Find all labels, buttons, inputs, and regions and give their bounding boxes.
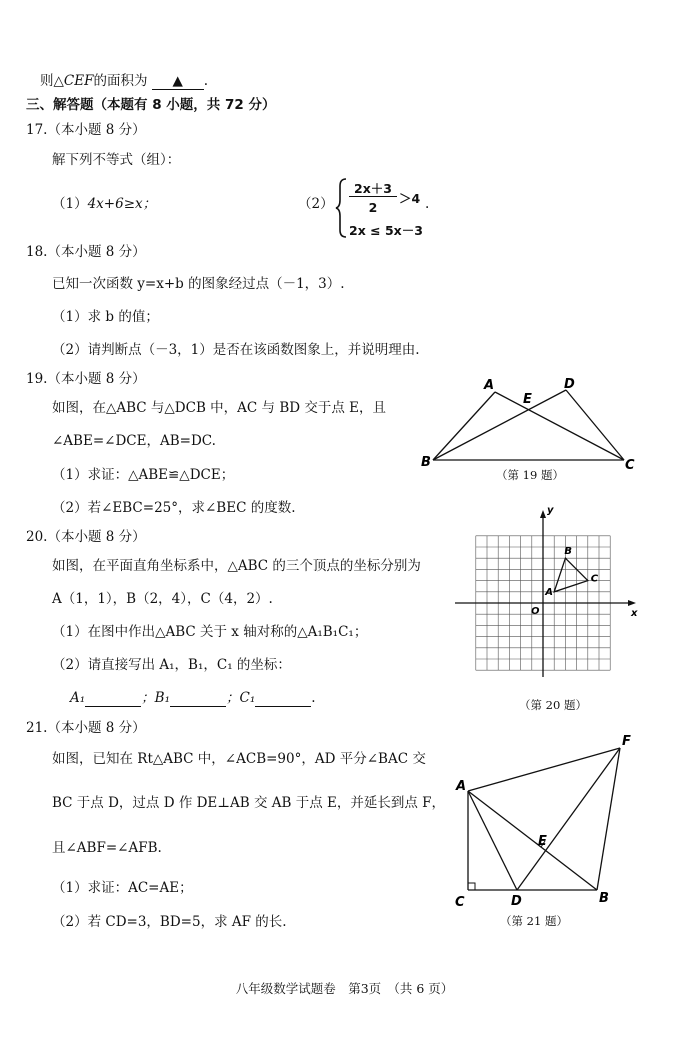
q19-part1: （1）求证：△ABE≌△DCE； xyxy=(52,467,235,483)
q21-stem-2: BC 于点 D，过点 D 作 DE⊥AB 交 AB 于点 E，并延长到点 F， xyxy=(52,795,445,811)
q17-part2-number: （2） xyxy=(298,196,334,212)
system-line-2: 2x ≤ 5x－3 xyxy=(349,223,423,238)
q21-stem-1: 如图，已知在 Rt△ABC 中，∠ACB=90°，AD 平分∠BAC 交 xyxy=(52,751,426,767)
q21-part1: （1）求证：AC=AE； xyxy=(52,880,193,896)
q21-caption: （第 21 题） xyxy=(500,914,568,928)
q20-stem-1: 如图，在平面直角坐标系中，△ABC 的三个顶点的坐标分别为 xyxy=(52,558,421,574)
point-label-c: C xyxy=(590,573,599,585)
q19-part2: （2）若∠EBC=25°，求∠BEC 的度数. xyxy=(52,500,296,516)
q17-part1: （1）4x+6≥x； xyxy=(52,196,157,212)
point-label-c: C xyxy=(455,895,465,910)
q18-stem: 已知一次函数 y=x+b 的图象经过点（－1，3）. xyxy=(52,276,345,292)
point-label-b: B xyxy=(599,891,609,906)
q20-stem-2: A（1，1），B（2，4），C（4，2）. xyxy=(52,591,273,607)
q16-tail-line: 则△CEF的面积为 ▲ . xyxy=(40,73,209,89)
point-label-a: A xyxy=(545,586,553,598)
q17-header: 17.（本小题 8 分） xyxy=(26,122,146,138)
q18-part1: （1）求 b 的值； xyxy=(52,309,159,325)
point-label-b: B xyxy=(564,546,573,558)
segment-af xyxy=(468,748,620,791)
q20-part2: （2）请直接写出 A₁，B₁，C₁ 的坐标： xyxy=(52,657,291,673)
point-label-e: E xyxy=(538,834,547,849)
q21-header: 21.（本小题 8 分） xyxy=(26,720,146,736)
point-label-c: C xyxy=(625,458,635,473)
y-axis-label: y xyxy=(547,505,554,516)
q19-header: 19.（本小题 8 分） xyxy=(26,371,146,387)
right-angle-c-icon xyxy=(468,883,475,890)
q18-header: 18.（本小题 8 分） xyxy=(26,244,146,260)
q17-intro: 解下列不等式（组）： xyxy=(52,152,181,168)
system-fraction-numerator: 2x＋3 xyxy=(354,181,392,196)
page-footer: 八年级数学试题卷 第3页 （共 6 页） xyxy=(235,981,454,996)
segment-fb xyxy=(597,748,620,890)
q21-stem-3: 且∠ABF=∠AFB. xyxy=(52,840,162,856)
point-label-a: A xyxy=(456,779,467,794)
segment-ad xyxy=(468,791,517,890)
answer-blank[interactable]: ▲ xyxy=(152,73,204,90)
point-label-a: A xyxy=(484,378,495,393)
q19-stem-2: ∠ABE=∠DCE，AB=DC. xyxy=(52,433,216,449)
q20-caption: （第 20 题） xyxy=(519,698,587,712)
q20-part1: （1）在图中作出△ABC 关于 x 轴对称的△A₁B₁C₁； xyxy=(52,624,368,640)
point-label-b: B xyxy=(421,455,431,470)
system-end: . xyxy=(425,196,430,212)
system-relation-1: ＞4 xyxy=(399,191,421,206)
q19-caption: （第 19 题） xyxy=(496,468,564,482)
q18-part2: （2）请判断点（－3，1）是否在该函数图象上，并说明理由. xyxy=(52,342,420,358)
point-label-f: F xyxy=(622,734,631,749)
point-label-e: E xyxy=(523,392,532,407)
x-axis-label: x xyxy=(631,608,638,619)
system-fraction-denominator: 2 xyxy=(368,200,378,215)
q20-answers: A₁ ；B₁ ；C₁ . xyxy=(70,690,316,706)
q21-part2: （2）若 CD=3，BD=5，求 AF 的长. xyxy=(52,914,287,930)
origin-label: O xyxy=(531,606,540,617)
q20-header: 20.（本小题 8 分） xyxy=(26,529,146,545)
section-heading: 三、解答题（本题有 8 小题，共 72 分） xyxy=(26,97,276,113)
point-label-d: D xyxy=(564,377,575,392)
q19-stem-1: 如图，在△ABC 与△DCB 中，AC 与 BD 交于点 E，且 xyxy=(52,400,387,416)
point-label-d: D xyxy=(511,894,522,909)
